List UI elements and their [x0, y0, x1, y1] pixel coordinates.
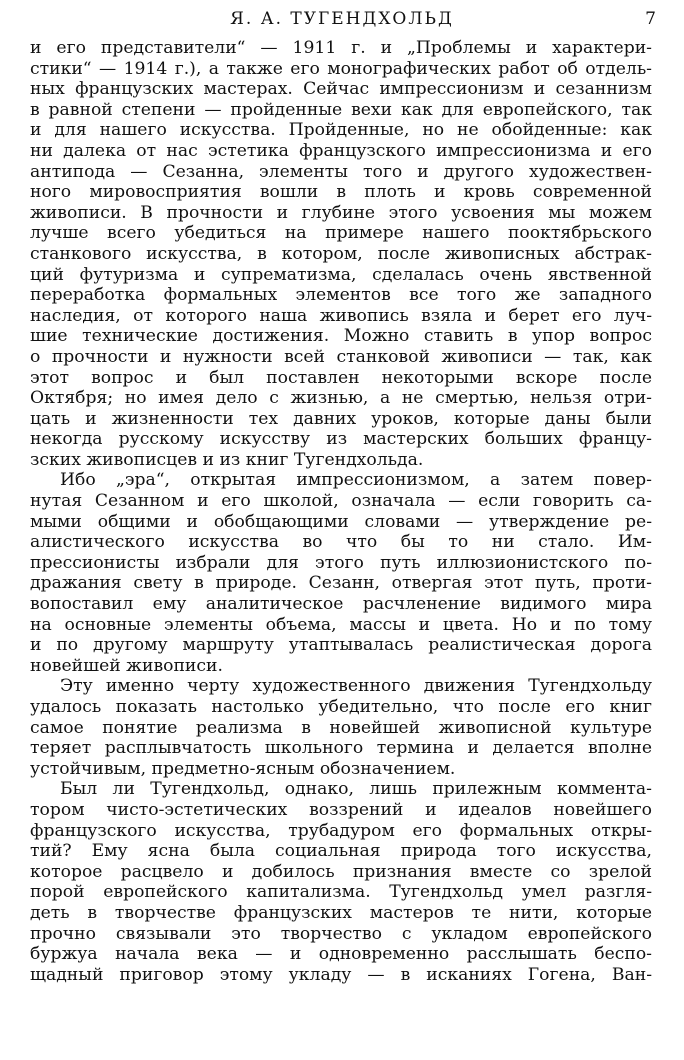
text-line: ных французских мастерах. Сейчас импрессионизм и сезаннизм [30, 79, 652, 100]
text-line: переработка формальных элементов все того же западного [30, 285, 652, 306]
text-line: самое понятие реализма в новейшей живописной культуре [30, 717, 652, 738]
text-line: этот вопрос и был поставлен некоторыми вскоре после [30, 367, 652, 388]
text-line: станкового искусства, в котором, после живописных абстрак- [30, 243, 652, 264]
text-line: лучше всего убедиться на примере нашего пооктябрьского [30, 223, 652, 244]
text-line: нутая Сезанном и его школой, означала — если говорить са- [30, 491, 652, 512]
text-line: стики“ — 1914 г.), а также его монографических работ об отдель- [30, 58, 652, 79]
text-line: шие технические достижения. Можно ставить в упор вопрос [30, 326, 652, 347]
text-line: в равной степени — пройденные вехи как для европейского, так [30, 99, 652, 120]
text-line: которое расцвело и добилось признания вместе со зрелой [30, 861, 652, 882]
text-line: Октября; но имея дело с жизнью, а не смертью, нельзя отри- [30, 388, 652, 409]
text-line: зских живописцев и из книг Тугендхольда. [30, 449, 424, 470]
text-line: удалось показать настолько убедительно, что после его книг [30, 697, 652, 717]
text-line: Ибо „эра“, открытая импрессионизмом, а затем повер- [60, 470, 652, 491]
text-line: тором чисто-эстетических воззрений и идеалов новейшего [30, 799, 652, 820]
text-line: Эту именно черту художественного движения Тугендхольду [60, 676, 652, 697]
text-line: наследия, от которого наша живопись взяла и берет его луч- [30, 305, 652, 326]
text-line: прочно связывали это творчество с укладом европейского [30, 923, 652, 944]
text-line: и по другому маршруту утаптывалась реалистическая дорога [30, 635, 652, 656]
text-line: и для нашего искусства. Пройденные, но не обойденные: как [30, 120, 652, 141]
text-line: прессионисты избрали для этого путь иллюзионистского по- [30, 552, 652, 573]
text-line: деть в творчестве французских мастеров те нити, которые [30, 902, 652, 923]
text-line: порой европейского капитализма. Тугендхольд умел разгля- [30, 882, 652, 903]
text-line: цать и жизненности тех давних уроков, которые даны были [30, 408, 652, 429]
text-line: Был ли Тугендхольд, однако, лишь прилежным коммента- [60, 779, 652, 800]
text-line: новейшей живописи. [30, 655, 223, 676]
paragraph-4 [30, 779, 652, 985]
paragraph-2 [30, 470, 652, 676]
paragraph-3 [30, 676, 652, 779]
running-title: Я. А. ТУГЕНДХОЛЬД [230, 9, 454, 29]
text-line: теряет расплывчатость школьного термина и делается вполне [30, 738, 652, 759]
running-head [0, 6, 684, 32]
text-line: и его представители“ — 1911 г. и „Проблемы и характери- [30, 38, 652, 58]
text-line: дражания свету в природе. Сезанн, отвергая этот путь, проти- [30, 573, 652, 594]
text-line: тий? Ему ясна была социальная природа того искусства, [30, 841, 652, 862]
body-text [30, 38, 652, 985]
text-line: буржуа начала века — и одновременно расслышать беспо- [30, 944, 652, 965]
text-line: о прочности и нужности всей станковой живописи — так, как [30, 346, 652, 367]
text-line: живописи. В прочности и глубине этого усвоения мы можем [30, 202, 652, 223]
text-line: мыми общими и обобщающими словами — утверждение ре- [30, 511, 652, 532]
text-line: ни далека от нас эстетика французского импрессионизма и его [30, 140, 652, 161]
paragraph-1 [30, 38, 652, 470]
text-line: антипода — Сезанна, элементы того и другого художествен- [30, 161, 652, 182]
text-line: устойчивым, предметно-ясным обозначением. [30, 758, 456, 779]
page-number: 7 [645, 9, 656, 29]
text-line: французского искусства, трубадуром его формальных откры- [30, 820, 652, 841]
text-line: ций футуризма и супрематизма, сделалась очень явственной [30, 264, 652, 285]
text-line: щадный приговор этому укладу — в исканиях Гогена, Ван- [30, 964, 652, 985]
text-line: вопоставил ему аналитическое расчленение видимого мира [30, 594, 652, 615]
text-line: алистического искусства во что бы то ни стало. Им- [30, 532, 652, 553]
text-line: на основные элементы объема, массы и цвета. Но и по тому [30, 614, 652, 635]
text-line: некогда русскому искусству из мастерских больших францу- [30, 429, 652, 450]
text-line: ного мировосприятия вошли в плоть и кровь современной [30, 182, 652, 203]
